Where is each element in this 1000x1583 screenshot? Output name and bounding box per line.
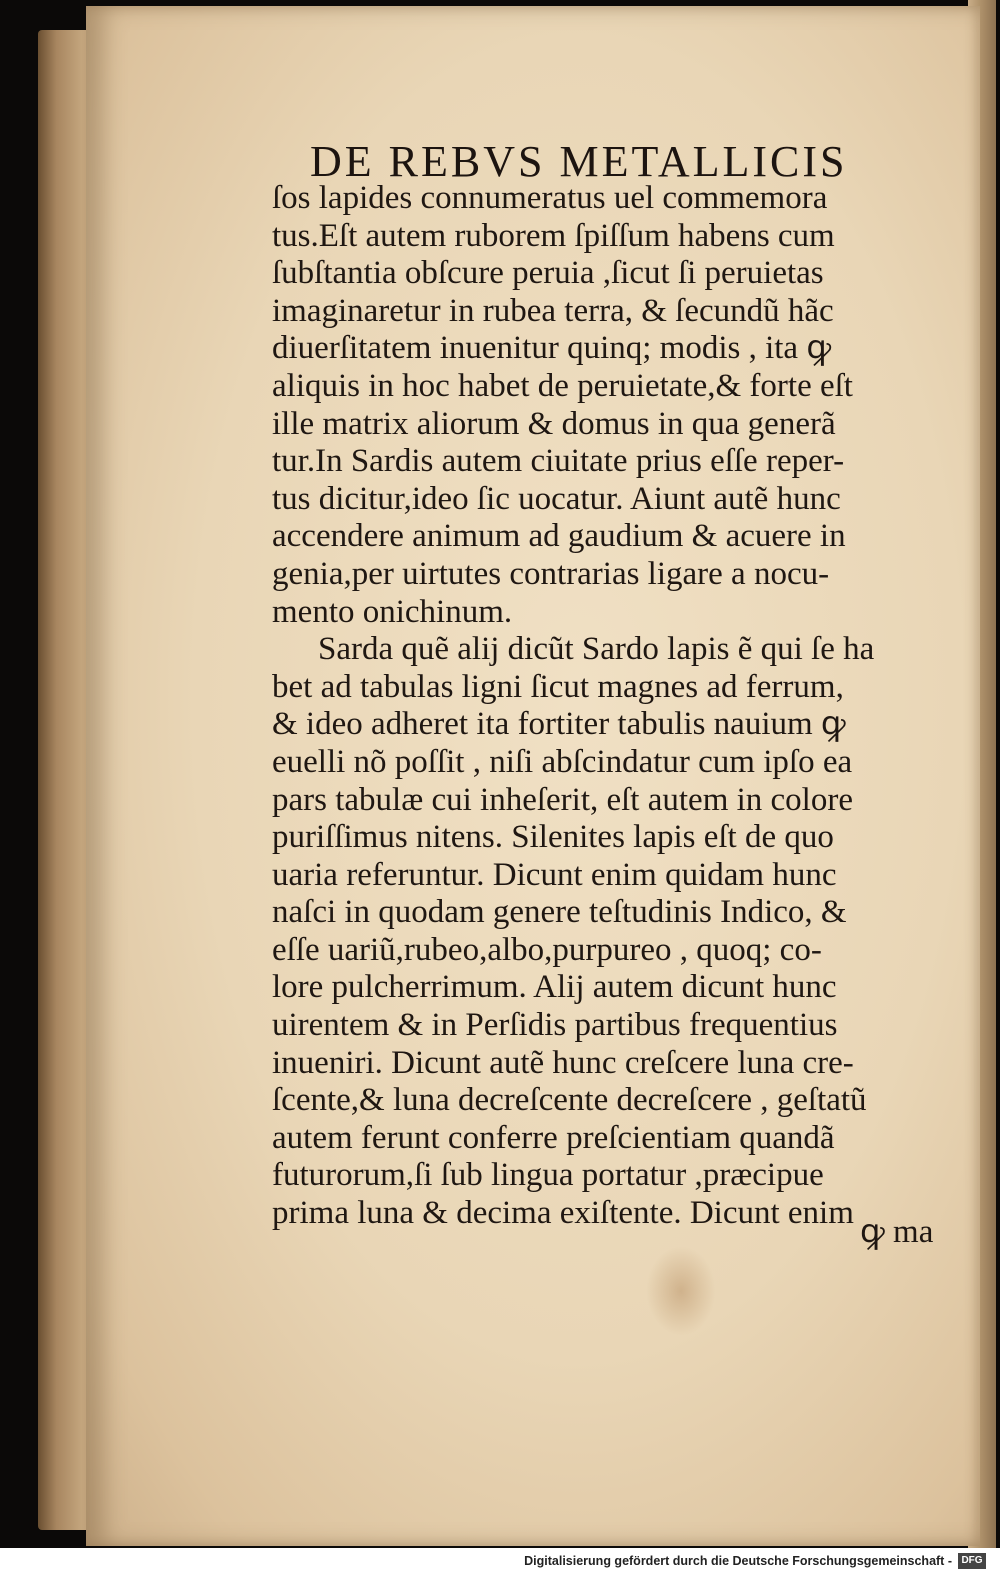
text-line: tur.In Sardis autem ciuitate prius eſſe reper- <box>272 443 845 480</box>
text-line: lore pulcherrimum. Alij autem dicunt hunc <box>272 969 837 1006</box>
text-line: puriſſimus nitens. Silenites lapis eſt de quo <box>272 819 834 856</box>
text-line: prima luna & decima exiſtente. Dicunt enim <box>272 1195 854 1232</box>
text-line: genia,per uirtutes contrarias ligare a nocu- <box>272 555 830 592</box>
text-line: accendere animum ad gaudium & acuere in <box>272 518 846 555</box>
digitization-credit: Digitalisierung gefördert durch die Deutsche Forschungsgemeinschaft - <box>524 1554 952 1568</box>
paper-stain <box>646 1246 716 1336</box>
text-line: inueniri. Dicunt autẽ hunc creſcere luna cre- <box>272 1044 854 1081</box>
text-line: euelli nõ poſſit , niſi abſcindatur cum ipſo ea <box>272 743 853 780</box>
text-line: uirentem & in Perſidis partibus frequentius <box>272 1007 838 1044</box>
body-text <box>272 180 948 1233</box>
text-line: tus dicitur,ideo ſic uocatur. Aiunt autẽ hunc <box>272 480 841 517</box>
text-line: futurorum,ſi ſub lingua portatur ,præcipue <box>272 1157 824 1194</box>
text-line: diuerſitatem inuenitur quinq; modis , ita ꝙ <box>272 330 832 367</box>
text-line: eſſe uariũ,rubeo,albo,purpureo , quoq; co- <box>272 931 822 968</box>
text-line: mento onichinum. <box>272 593 513 630</box>
text-line: aliquis in hoc habet de peruietate,& forte eſt <box>272 367 853 404</box>
text-line: & ideo adheret ita fortiter tabulis nauium ꝙ <box>272 706 846 743</box>
text-line: bet ad tabulas ligni ſicut magnes ad ferrum, <box>272 668 844 705</box>
text-line: ille matrix aliorum & domus in qua generã <box>272 405 836 442</box>
text-line: ſcente,& luna decreſcente decreſcere , geſtatũ <box>272 1082 867 1119</box>
text-line: ſos lapides connumeratus uel commemora <box>272 180 828 216</box>
running-head: DE REBVS METALLICIS <box>310 137 848 186</box>
text-line: autem ferunt conferre preſcientiam quandã <box>272 1119 835 1156</box>
text-line: tus.Eſt autem ruborem ſpiſſum habens cum <box>272 217 835 254</box>
text-line: imaginaretur in rubea terra, & ſecundũ hãc <box>272 292 834 329</box>
text-line: ſubſtantia obſcure peruia ,ſicut ſi peruietas <box>272 255 824 292</box>
dfg-logo: DFG <box>958 1553 986 1569</box>
text-line: uaria referuntur. Dicunt enim quidam hunc <box>272 856 837 893</box>
text-line: naſci in quodam genere teſtudinis Indico, & <box>272 894 847 931</box>
text-line: pars tabulæ cui inheſerit, eſt autem in colore <box>272 781 853 818</box>
catchword: ꝙ ma <box>860 1214 934 1250</box>
paragraph-start-line: Sarda quẽ alij dicũt Sardo lapis ẽ qui ſe ha <box>318 631 875 668</box>
